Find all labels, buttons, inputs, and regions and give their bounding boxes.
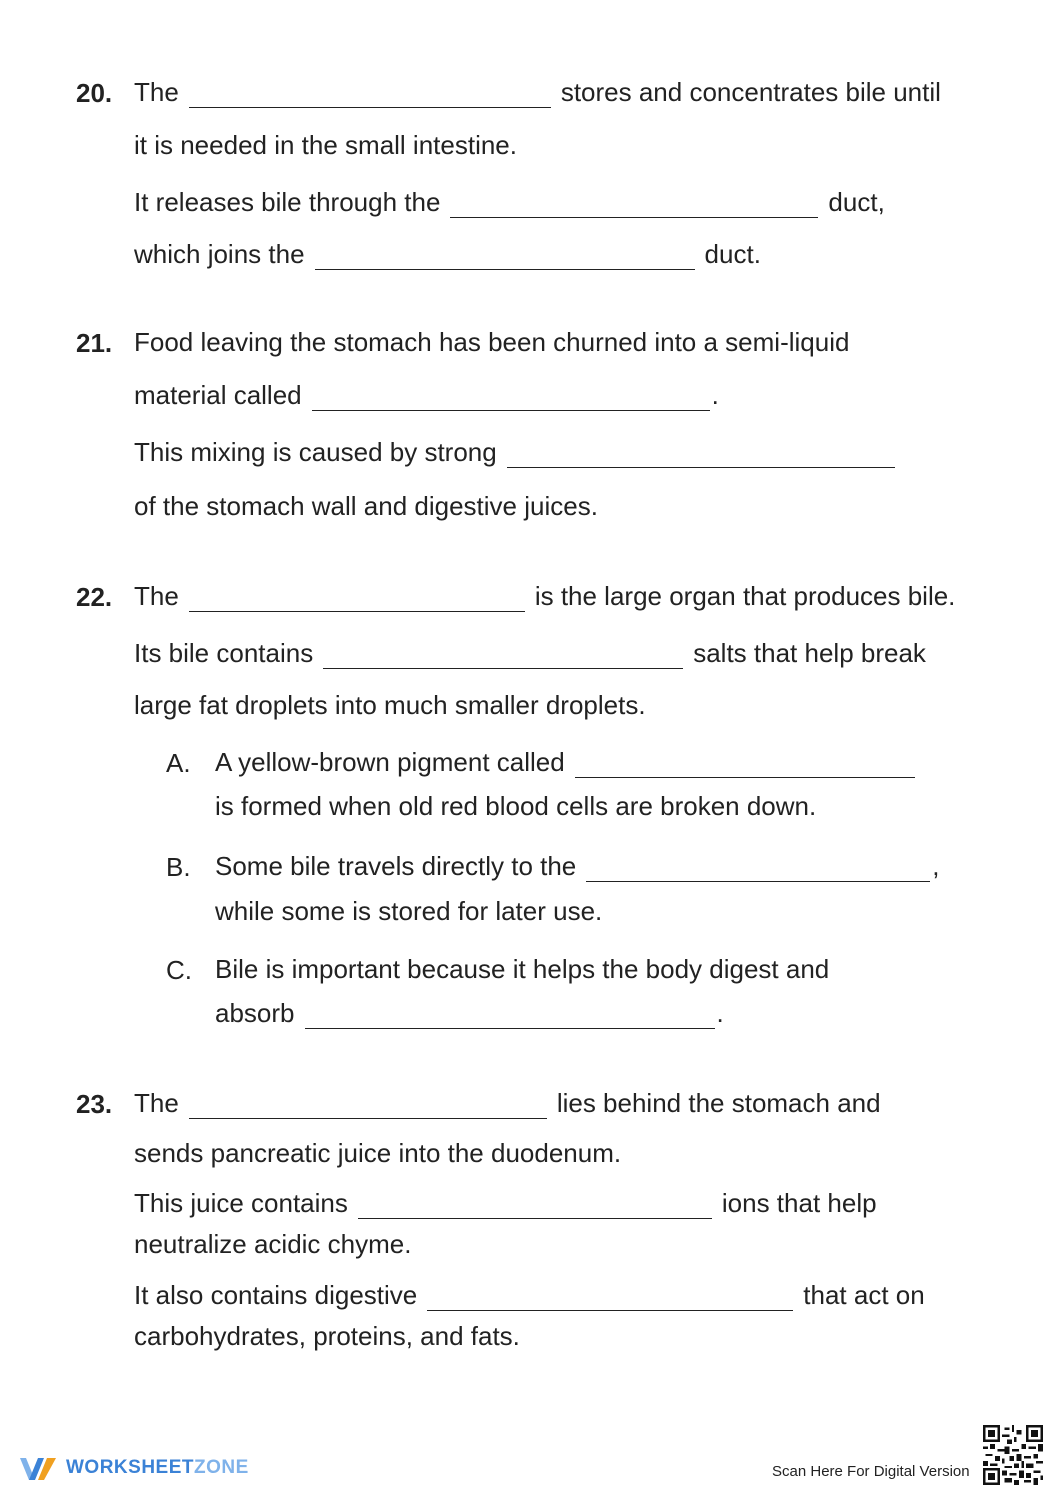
q21-line-1: Food leaving the stomach has been churned into a semi-liquid <box>134 327 850 357</box>
q23-line-6: carbohydrates, proteins, and fats. <box>134 1321 520 1351</box>
q20-line-3: It releases bile through the duct, <box>134 187 885 217</box>
q22-a-line-1: A yellow-brown pigment called <box>215 744 925 778</box>
q22-b-line-1: Some bile travels directly to the , <box>215 851 940 881</box>
q22-blank-organ[interactable] <box>189 585 525 612</box>
q22-c-blank-absorb[interactable] <box>305 1002 715 1029</box>
worksheetzone-logo-icon <box>18 1452 58 1484</box>
q22-line-3: large fat droplets into much smaller droplets. <box>134 690 646 720</box>
question-number-22: 22. <box>76 582 113 612</box>
q20-line-1: The stores and concentrates bile until <box>134 77 941 107</box>
question-number-23: 23. <box>76 1089 113 1119</box>
q21-line-4: of the stomach wall and digestive juices. <box>134 491 598 521</box>
q22-a-blank-pigment[interactable] <box>575 751 915 778</box>
q23-line-3: This juice contains ions that help <box>134 1188 877 1218</box>
q23-blank-organ[interactable] <box>189 1092 547 1119</box>
qr-code-icon[interactable] <box>983 1425 1043 1485</box>
worksheetzone-logo <box>18 1452 249 1484</box>
q22-a-line-2: is formed when old red blood cells are broken down. <box>215 791 817 821</box>
q20-line-2: it is needed in the small intestine. <box>134 130 517 160</box>
q22-line-1: The is the large organ that produces bile. <box>134 581 956 611</box>
q21-line-2: material called . <box>134 380 719 410</box>
logo-wordmark: WORKSHEETZONE <box>66 1457 249 1478</box>
q23-blank-ions[interactable] <box>358 1192 712 1219</box>
q23-blank-enzymes[interactable] <box>427 1284 793 1311</box>
q22-c-line-2: absorb . <box>215 998 724 1028</box>
scan-caption: Scan Here For Digital Version <box>772 1463 970 1480</box>
q23-line-4: neutralize acidic chyme. <box>134 1229 412 1259</box>
q20-blank-duct-2[interactable] <box>315 243 695 270</box>
q23-line-2: sends pancreatic juice into the duodenum. <box>134 1138 622 1168</box>
q23-line-1: The lies behind the stomach and <box>134 1088 881 1118</box>
question-number-20: 20. <box>76 78 113 108</box>
q20-blank-duct-1[interactable] <box>450 191 818 218</box>
q22-sub-letter-a: A. <box>166 748 191 778</box>
q23-line-5: It also contains digestive that act on <box>134 1280 925 1310</box>
q22-blank-salts[interactable] <box>323 642 683 669</box>
q22-sub-letter-b: B. <box>166 852 191 882</box>
q22-b-line-2: while some is stored for later use. <box>215 896 603 926</box>
q21-blank-contractions[interactable] <box>507 441 895 468</box>
q21-blank-material[interactable] <box>312 384 710 411</box>
q22-c-line-1: Bile is important because it helps the body digest and <box>215 954 830 984</box>
q20-line-4: which joins the duct. <box>134 239 761 269</box>
q22-line-2: Its bile contains salts that help break <box>134 638 926 668</box>
q21-line-3: This mixing is caused by strong <box>134 434 905 468</box>
question-number-21: 21. <box>76 328 113 358</box>
q20-blank-organ[interactable] <box>189 81 551 108</box>
q22-b-blank-destination[interactable] <box>586 855 930 882</box>
q22-sub-letter-c: C. <box>166 955 192 985</box>
